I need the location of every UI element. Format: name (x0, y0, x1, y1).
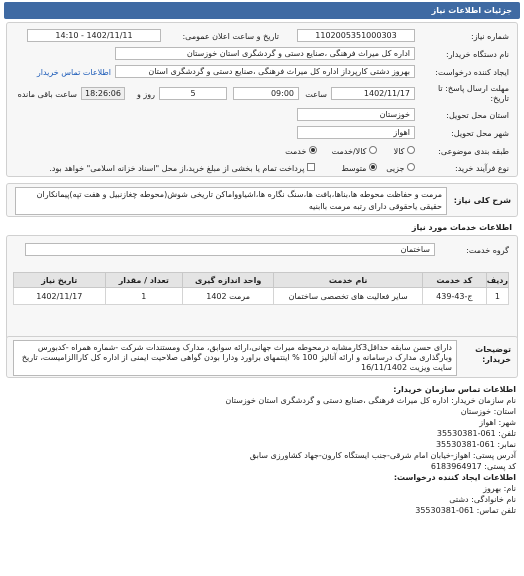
description-label: شرح کلی نیاز: (453, 196, 511, 205)
process-option-medium[interactable] (341, 163, 377, 173)
category-label: طبقه بندی موضوعی: (438, 147, 509, 156)
buyer-contact-block (225, 384, 516, 516)
category-option-goods-service[interactable] (332, 146, 377, 156)
description-panel (6, 183, 518, 217)
city-field: اهواز (297, 126, 415, 139)
buyer-city: شهر: اهواز (479, 418, 516, 427)
process-minor-label: جزیی (386, 164, 405, 173)
category-option-service[interactable] (285, 146, 317, 156)
process-medium-label: متوسط (341, 164, 367, 173)
notes-box: دارای حسن سابقه حداقل3کارمشابه درمحوطه میراث جهانی،ارائه سوابق، مدارک ومستندات شرکت -شماره همراه -کدبورس وبارگذاری مدارک درسامانه و ارائه آنالیز 100 % اینتمهای براورد ودارا بودن گواهی صلاحیت ایمنی از اداره کل کاراالزامیست، تاریخ سایت ویزیت 16/11/1402 (13, 340, 457, 376)
city-label: شهر محل تحویل: (451, 129, 509, 138)
services-table (13, 272, 509, 305)
cell-qty: 1 (105, 288, 182, 305)
buyer-label: نام دستگاه خریدار: (446, 50, 509, 59)
category-goods-label: کالا (393, 147, 405, 156)
col-code: کد خدمت (422, 273, 486, 288)
page-title: جزئیات اطلاعات نیاز (431, 6, 512, 15)
creator-contact-title: اطلاعات ایجاد کننده درخواست: (393, 473, 516, 482)
description-box (15, 187, 447, 215)
buyer-postal: کد پستی: 6183964917 (430, 462, 516, 471)
buyer-org: نام سازمان خریدار: اداره کل میراث فرهنگی ،صنایع دستی و گردشگری استان خوزستان (225, 396, 516, 405)
radio-service[interactable] (309, 146, 317, 154)
creator-label: ایجاد کننده درخواست: (435, 68, 509, 77)
province-field: خوزستان (297, 108, 415, 121)
remaining-label: ساعت باقی مانده (17, 90, 77, 99)
description-line-2: حقیقی یاحقوقی دارای رتبه مرمت باابنیه (308, 202, 442, 211)
need-info-panel (6, 22, 518, 177)
cell-unit: مرمت 1402 (182, 288, 273, 305)
col-qty: تعداد / مقدار (105, 273, 182, 288)
buyer-address: آدرس پستی: اهواز-خیابان امام شرقی-جنب ایستگاه کارون-جهاد کشاورزی سابق (249, 451, 516, 460)
deadline-time-field: 09:00 (233, 87, 299, 100)
radio-goods-service[interactable] (369, 146, 377, 154)
creator-phone: تلفن تماس: 061-35530381 (415, 506, 516, 515)
buyer-phone: تلفن: 061-35530381 (436, 429, 516, 438)
remaining-days-field: 5 (159, 87, 227, 100)
creator-name: نام: بهروز (483, 484, 516, 493)
radio-goods[interactable] (407, 146, 415, 154)
deadline-label: مهلت ارسال پاسخ: تا (437, 84, 509, 93)
remaining-time-field: 18:26:06 (81, 87, 125, 100)
col-name: نام خدمت (274, 273, 423, 288)
deadline-date-label: تاریخ: (490, 94, 509, 103)
cell-code: ج-43-439 (422, 288, 486, 305)
services-panel (6, 235, 518, 340)
service-group-field: ساختمان (25, 243, 435, 256)
description-line-1: مرمت و حفاظت محوطه ها،بناها،بافت ها،سنگ نگاره ها،اشیاوواماکن تاریخی شوش(محوطه چغازنبیل و هفت تپه)پیمانکاران (36, 190, 442, 199)
need-number-field: 1102005351000303 (297, 29, 415, 42)
col-unit: واحد اندازه گیری (182, 273, 273, 288)
announce-date-label: تاریخ و ساعت اعلان عمومی: (182, 32, 279, 41)
category-option-goods[interactable] (394, 146, 415, 156)
cell-row: 1 (486, 288, 508, 305)
category-service-label: خدمت (285, 147, 307, 156)
notes-panel (6, 336, 518, 378)
treasury-payment-option[interactable] (49, 163, 315, 173)
creator-field: بهروز دشتی کارپرداز اداره کل میراث فرهنگی ،صنایع دستی و گردشگری استان (115, 65, 415, 78)
col-date: تاریخ نیاز (14, 273, 106, 288)
treasury-checkbox[interactable] (307, 163, 315, 171)
buyer-contact-link[interactable]: اطلاعات تماس خریدار (36, 68, 111, 77)
cell-date: 1402/11/17 (14, 288, 106, 305)
buyer-fax: نمابر: 061-35530381 (435, 440, 516, 449)
cell-name: سایر فعالیت های تخصصی ساختمان (274, 288, 423, 305)
radio-minor[interactable] (407, 163, 415, 171)
buyer-contact-title: اطلاعات تماس سازمان خریدار: (393, 385, 516, 394)
service-group-label: گروه خدمت: (466, 246, 509, 255)
treasury-note: پرداخت تمام یا بخشی از مبلغ خرید،از محل "اسناد خزانه اسلامی" خواهد بود. (49, 164, 305, 173)
buyer-province: استان: خوزستان (460, 407, 516, 416)
process-option-minor[interactable] (386, 163, 415, 173)
process-label: نوع فرآیند خرید: (455, 164, 509, 173)
province-label: استان محل تحویل: (446, 111, 509, 120)
creator-family: نام خانوادگی: دشتی (449, 495, 516, 504)
need-number-label: شماره نیاز: (471, 32, 509, 41)
col-row: ردیف (486, 273, 508, 288)
notes-label: توضیحات خریدار: (475, 345, 511, 364)
category-goods-service-label: کالا/خدمت (331, 147, 367, 156)
table-header-row (14, 273, 509, 288)
buyer-field: اداره کل میراث فرهنگی ،صنایع دستی و گردشگری استان خوزستان (115, 47, 415, 60)
watermark: ​ (37, 480, 43, 510)
days-label: روز و (137, 90, 155, 99)
services-section-title: اطلاعات خدمات مورد نیاز (411, 223, 512, 232)
page-header (4, 2, 520, 19)
deadline-date-field: 1402/11/17 (331, 87, 415, 100)
radio-medium[interactable] (369, 163, 377, 171)
deadline-time-label: ساعت (305, 90, 327, 99)
table-row[interactable] (14, 288, 509, 305)
announce-date-field: 1402/11/11 - 14:10 (27, 29, 161, 42)
